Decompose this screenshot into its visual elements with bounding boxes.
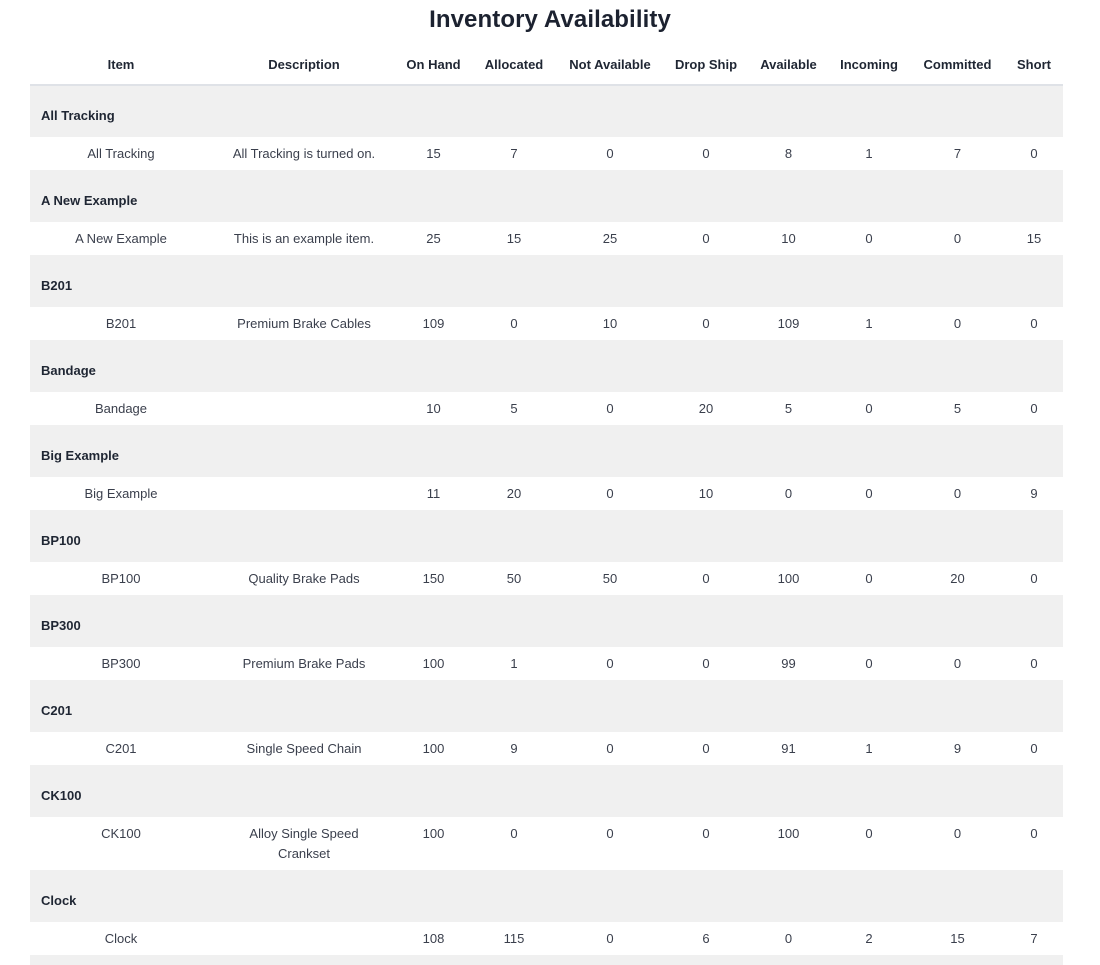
cell-committed: 0 [910,222,1005,255]
group-header-row [30,85,1063,137]
cell-not-available: 10 [557,307,663,340]
cell-available: 100 [749,817,828,870]
cell-description: All Tracking is turned on. [212,137,396,170]
table-row [30,137,1063,170]
table-row [30,307,1063,340]
cell-on-hand: 100 [396,732,471,765]
cell-allocated: 9 [471,732,557,765]
cell-description: Alloy Single Speed Crankset [212,817,396,870]
cell-drop-ship: 6 [663,922,749,955]
table-row [30,817,1063,870]
cell-available: 91 [749,732,828,765]
cell-drop-ship: 0 [663,732,749,765]
group-label: BP100 [30,510,1063,562]
cell-description [212,392,396,425]
cell-not-available: 0 [557,922,663,955]
cell-drop-ship: 0 [663,307,749,340]
cell-not-available: 0 [557,817,663,870]
cell-allocated: 50 [471,562,557,595]
group-label: All Tracking [30,85,1063,137]
cell-item: All Tracking [30,137,212,170]
cell-available: 5 [749,392,828,425]
cell-description: Single Speed Chain [212,732,396,765]
cell-incoming: 1 [828,307,910,340]
cell-item: Clock [30,922,212,955]
cell-description: Premium Brake Pads [212,647,396,680]
cell-available: 109 [749,307,828,340]
group-header-row [30,340,1063,392]
group-header-row [30,680,1063,732]
cell-item: BP300 [30,647,212,680]
cell-drop-ship: 0 [663,647,749,680]
cell-incoming: 0 [828,477,910,510]
cell-description [212,922,396,955]
column-header-not-available: Not Available [557,44,663,85]
table-row [30,647,1063,680]
column-header-description: Description [212,44,396,85]
cell-item: C201 [30,732,212,765]
column-header-available: Available [749,44,828,85]
cell-not-available: 25 [557,222,663,255]
cell-drop-ship: 0 [663,137,749,170]
cell-allocated: 0 [471,307,557,340]
cell-short: 0 [1005,647,1063,680]
cell-item: CK100 [30,817,212,870]
inventory-table [30,44,1063,965]
cell-short: 0 [1005,562,1063,595]
group-label: Bandage [30,340,1063,392]
cell-on-hand: 109 [396,307,471,340]
cell-on-hand: 100 [396,817,471,870]
cell-short: 0 [1005,137,1063,170]
table-header-row [30,44,1063,85]
cell-not-available: 0 [557,732,663,765]
cell-available: 0 [749,477,828,510]
column-header-short: Short [1005,44,1063,85]
cell-on-hand: 108 [396,922,471,955]
cell-not-available: 0 [557,392,663,425]
group-label: A New Example [30,170,1063,222]
cell-incoming: 0 [828,647,910,680]
cell-allocated: 1 [471,647,557,680]
cell-allocated: 0 [471,817,557,870]
cell-available: 8 [749,137,828,170]
cell-allocated: 7 [471,137,557,170]
cell-committed: 9 [910,732,1005,765]
cell-item: BP100 [30,562,212,595]
column-header-drop-ship: Drop Ship [663,44,749,85]
cell-description [212,477,396,510]
cell-description: Quality Brake Pads [212,562,396,595]
cell-short: 0 [1005,392,1063,425]
cell-short: 0 [1005,732,1063,765]
group-label: BP300 [30,595,1063,647]
cell-item: B201 [30,307,212,340]
cell-committed: 0 [910,307,1005,340]
cell-short: 9 [1005,477,1063,510]
cell-drop-ship: 0 [663,817,749,870]
cell-available: 10 [749,222,828,255]
cell-allocated: 5 [471,392,557,425]
cell-allocated: 15 [471,222,557,255]
cell-drop-ship: 0 [663,222,749,255]
cell-available: 0 [749,922,828,955]
group-header-row [30,255,1063,307]
cell-committed: 7 [910,137,1005,170]
group-header-row [30,595,1063,647]
cell-incoming: 2 [828,922,910,955]
cell-drop-ship: 0 [663,562,749,595]
cell-committed: 15 [910,922,1005,955]
cell-incoming: 1 [828,137,910,170]
cell-on-hand: 10 [396,392,471,425]
group-label: B201 [30,255,1063,307]
table-row [30,392,1063,425]
cell-committed: 0 [910,477,1005,510]
cell-incoming: 0 [828,562,910,595]
cell-short: 7 [1005,922,1063,955]
cell-not-available: 50 [557,562,663,595]
cell-short: 15 [1005,222,1063,255]
table-row [30,222,1063,255]
table-row [30,562,1063,595]
group-label: C201 [30,680,1063,732]
cell-drop-ship: 10 [663,477,749,510]
column-header-item: Item [30,44,212,85]
cell-item: Bandage [30,392,212,425]
cell-item: A New Example [30,222,212,255]
cell-description: Premium Brake Cables [212,307,396,340]
group-header-row [30,510,1063,562]
page-title: Inventory Availability [429,6,671,33]
column-header-incoming: Incoming [828,44,910,85]
table-row [30,732,1063,765]
group-header-row [30,425,1063,477]
table-row [30,922,1063,955]
cell-incoming: 0 [828,392,910,425]
cell-short: 0 [1005,307,1063,340]
group-label: Big Example [30,425,1063,477]
group-header-row [30,765,1063,817]
cell-on-hand: 100 [396,647,471,680]
cell-not-available: 0 [557,137,663,170]
group-label: Clock [30,870,1063,922]
cell-not-available: 0 [557,477,663,510]
column-header-on-hand: On Hand [396,44,471,85]
table-row [30,477,1063,510]
cell-incoming: 1 [828,732,910,765]
cell-not-available: 0 [557,647,663,680]
cell-committed: 20 [910,562,1005,595]
cell-item: Big Example [30,477,212,510]
column-header-allocated: Allocated [471,44,557,85]
group-header-row [30,170,1063,222]
cell-available: 100 [749,562,828,595]
cell-allocated: 115 [471,922,557,955]
column-header-committed: Committed [910,44,1005,85]
cell-on-hand: 15 [396,137,471,170]
next-group-row-partial [30,955,1063,965]
cell-allocated: 20 [471,477,557,510]
cell-committed: 0 [910,817,1005,870]
cell-available: 99 [749,647,828,680]
cell-on-hand: 150 [396,562,471,595]
cell-incoming: 0 [828,817,910,870]
cell-drop-ship: 20 [663,392,749,425]
cell-incoming: 0 [828,222,910,255]
cell-committed: 5 [910,392,1005,425]
cell-on-hand: 25 [396,222,471,255]
cell-short: 0 [1005,817,1063,870]
cell-description: This is an example item. [212,222,396,255]
cell-committed: 0 [910,647,1005,680]
cell-on-hand: 11 [396,477,471,510]
group-header-row [30,870,1063,922]
group-label: CK100 [30,765,1063,817]
